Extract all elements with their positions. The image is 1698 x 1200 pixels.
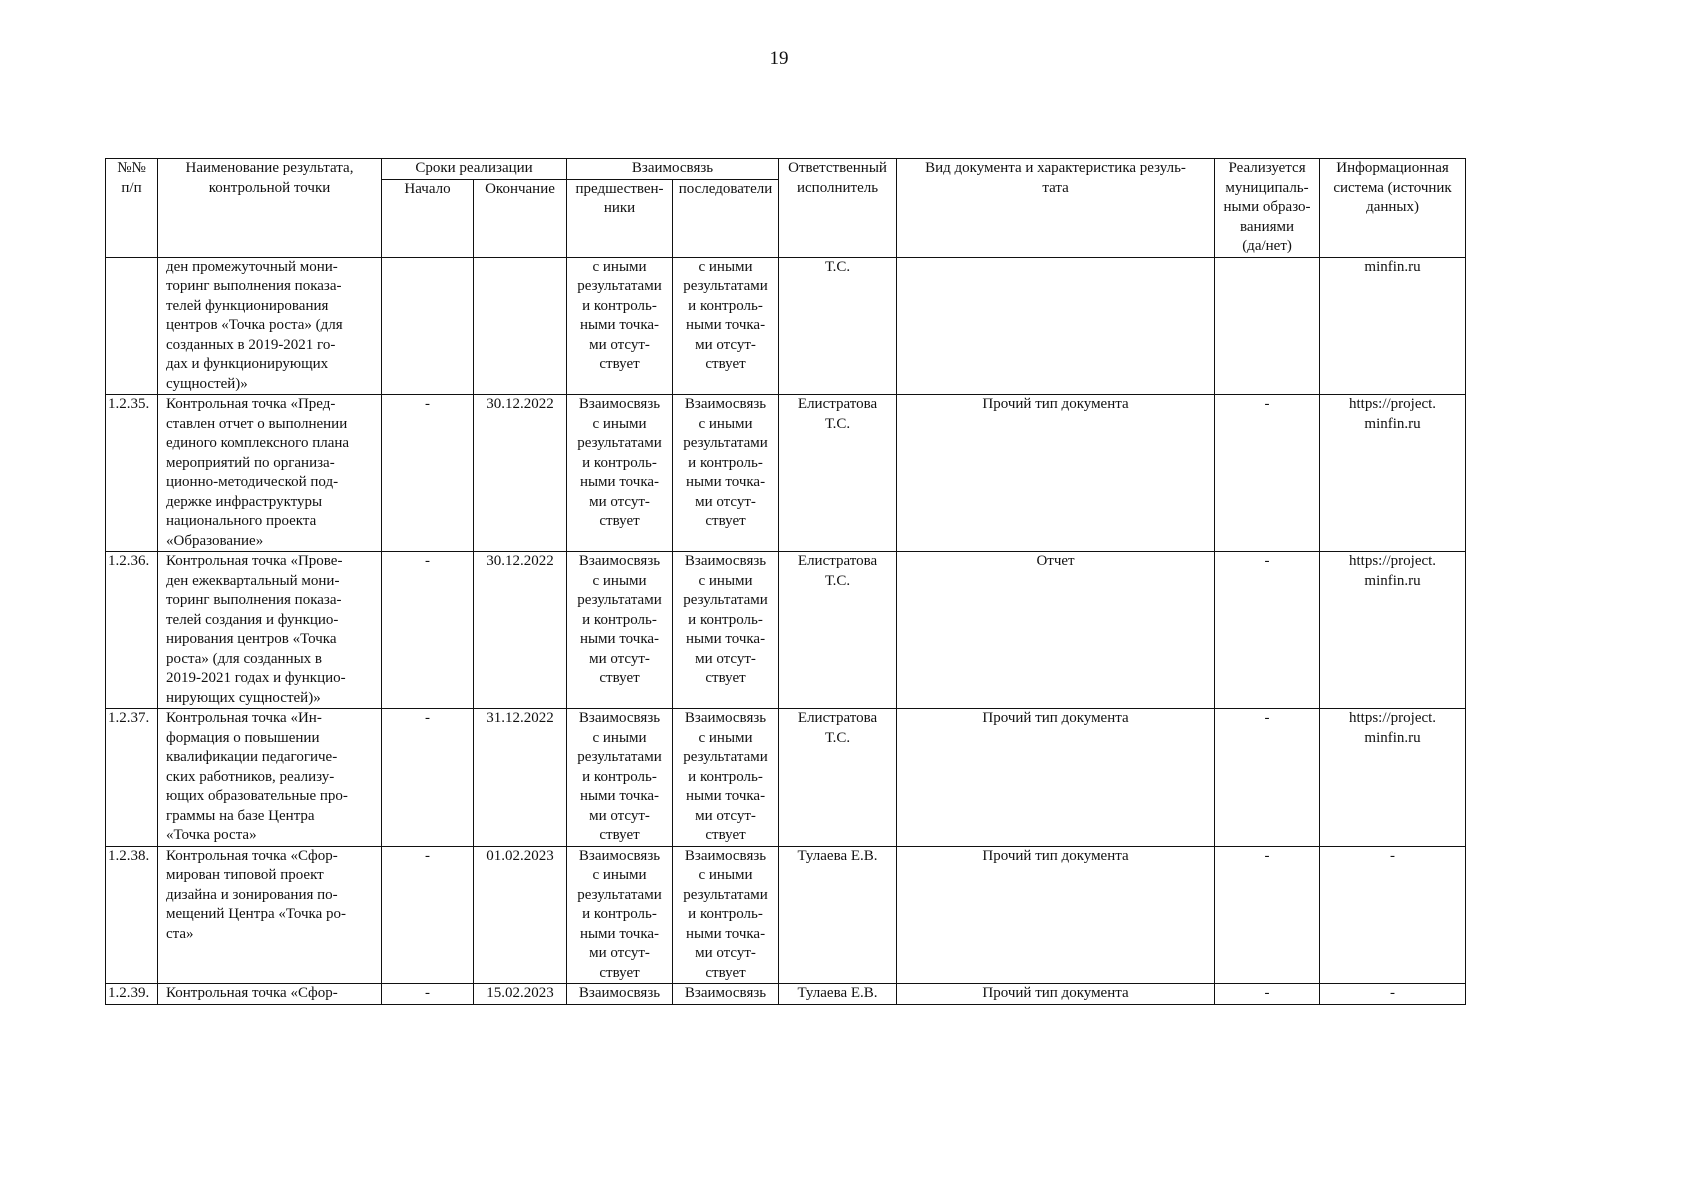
header-predecessors: предшествен- ники — [567, 179, 673, 257]
header-municipal: Реализуется муниципаль- ными образо- ваниями (да/нет) — [1215, 159, 1320, 258]
cell-doc-type: Прочий тип документа — [897, 846, 1215, 984]
cell-successors: Взаимосвязь с иными результатами и контроль- ными точка- ми отсут- ствует — [673, 709, 779, 847]
cell-responsible: Елистратова Т.С. — [779, 552, 897, 709]
cell-predecessors: Взаимосвязь с иными результатами и контроль- ными точка- ми отсут- ствует — [567, 552, 673, 709]
cell-successors: Взаимосвязь с иными результатами и контроль- ными точка- ми отсут- ствует — [673, 395, 779, 552]
cell-start: - — [382, 846, 474, 984]
table-row-continuation — [106, 257, 1466, 395]
page-number: 19 — [769, 48, 789, 69]
header-name: Наименование результата, контрольной точки — [158, 159, 382, 258]
cell-info-system: https://project. minfin.ru — [1320, 395, 1466, 552]
cell-predecessors: Взаимосвязь с иными результатами и контроль- ными точка- ми отсут- ствует — [567, 846, 673, 984]
cell-end: 30.12.2022 — [474, 552, 567, 709]
cell-predecessors: Взаимосвязь — [567, 984, 673, 1005]
header-start: Начало — [382, 179, 474, 257]
header-responsible: Ответственный исполнитель — [779, 159, 897, 258]
cell-num — [106, 257, 158, 395]
cell-num: 1.2.38. — [106, 846, 158, 984]
cell-predecessors: с иными результатами и контроль- ными точка- ми отсут- ствует — [567, 257, 673, 395]
cell-info-system: - — [1320, 846, 1466, 984]
cell-end: 30.12.2022 — [474, 395, 567, 552]
cell-predecessors: Взаимосвязь с иными результатами и контроль- ными точка- ми отсут- ствует — [567, 395, 673, 552]
cell-name: Контрольная точка «Ин- формация о повышении квалификации педагогиче- ских работников, реализу- ющих образовательные про- граммы на базе Центра «Точка роста» — [158, 709, 382, 847]
cell-num: 1.2.36. — [106, 552, 158, 709]
cell-responsible: Тулаева Е.В. — [779, 984, 897, 1005]
cell-info-system: https://project. minfin.ru — [1320, 552, 1466, 709]
cell-municipal: - — [1215, 709, 1320, 847]
table-row — [106, 846, 1466, 984]
header-info-system: Информационная система (источник данных) — [1320, 159, 1466, 258]
cell-municipal — [1215, 257, 1320, 395]
cell-num: 1.2.39. — [106, 984, 158, 1005]
cell-start: - — [382, 395, 474, 552]
cell-start — [382, 257, 474, 395]
cell-doc-type — [897, 257, 1215, 395]
cell-doc-type: Прочий тип документа — [897, 984, 1215, 1005]
cell-successors: Взаимосвязь — [673, 984, 779, 1005]
cell-name: Контрольная точка «Пред- ставлен отчет о выполнении единого комплексного плана мероприятий по организа- ционно-методической под- держке инфраструктуры национального проекта «Образование» — [158, 395, 382, 552]
cell-end: 01.02.2023 — [474, 846, 567, 984]
table-row — [106, 552, 1466, 709]
cell-successors: Взаимосвязь с иными результатами и контроль- ными точка- ми отсут- ствует — [673, 552, 779, 709]
cell-successors: с иными результатами и контроль- ными точка- ми отсут- ствует — [673, 257, 779, 395]
table-row — [106, 709, 1466, 847]
cell-municipal: - — [1215, 846, 1320, 984]
cell-responsible: Елистратова Т.С. — [779, 709, 897, 847]
cell-end: 15.02.2023 — [474, 984, 567, 1005]
cell-end: 31.12.2022 — [474, 709, 567, 847]
cell-predecessors: Взаимосвязь с иными результатами и контроль- ными точка- ми отсут- ствует — [567, 709, 673, 847]
cell-doc-type: Прочий тип документа — [897, 709, 1215, 847]
header-doc-type: Вид документа и характеристика резуль- тата — [897, 159, 1215, 258]
cell-responsible: Т.С. — [779, 257, 897, 395]
cell-responsible: Елистратова Т.С. — [779, 395, 897, 552]
cell-name: Контрольная точка «Сфор- — [158, 984, 382, 1005]
cell-info-system: - — [1320, 984, 1466, 1005]
control-points-table — [105, 158, 1466, 1005]
cell-municipal: - — [1215, 395, 1320, 552]
cell-name: ден промежуточный мони- торинг выполнения показа- телей функционирования центров «Точка роста» (для созданных в 2019-2021 го- дах и функционирующих сущностей)» — [158, 257, 382, 395]
table-header — [106, 159, 1466, 258]
cell-info-system: https://project. minfin.ru — [1320, 709, 1466, 847]
cell-num: 1.2.37. — [106, 709, 158, 847]
cell-start: - — [382, 709, 474, 847]
cell-num: 1.2.35. — [106, 395, 158, 552]
cell-municipal: - — [1215, 984, 1320, 1005]
cell-info-system: minfin.ru — [1320, 257, 1466, 395]
cell-responsible: Тулаева Е.В. — [779, 846, 897, 984]
table-row — [106, 984, 1466, 1005]
cell-successors: Взаимосвязь с иными результатами и контроль- ными точка- ми отсут- ствует — [673, 846, 779, 984]
header-end: Окончание — [474, 179, 567, 257]
cell-start: - — [382, 984, 474, 1005]
cell-municipal: - — [1215, 552, 1320, 709]
cell-doc-type: Прочий тип документа — [897, 395, 1215, 552]
header-terms: Сроки реализации — [382, 159, 567, 180]
cell-end — [474, 257, 567, 395]
header-num: №№ п/п — [106, 159, 158, 258]
cell-name: Контрольная точка «Прове- ден ежеквартальный мони- торинг выполнения показа- телей создания и функцио- нирования центров «Точка роста» (для созданных в 2019-2021 годах и функцио- нирующих сущностей)» — [158, 552, 382, 709]
cell-start: - — [382, 552, 474, 709]
header-successors: последователи — [673, 179, 779, 257]
header-relation: Взаимосвязь — [567, 159, 779, 180]
table-row — [106, 395, 1466, 552]
cell-doc-type: Отчет — [897, 552, 1215, 709]
cell-name: Контрольная точка «Сфор- мирован типовой проект дизайна и зонирования по- мещений Центра «Точка ро- ста» — [158, 846, 382, 984]
